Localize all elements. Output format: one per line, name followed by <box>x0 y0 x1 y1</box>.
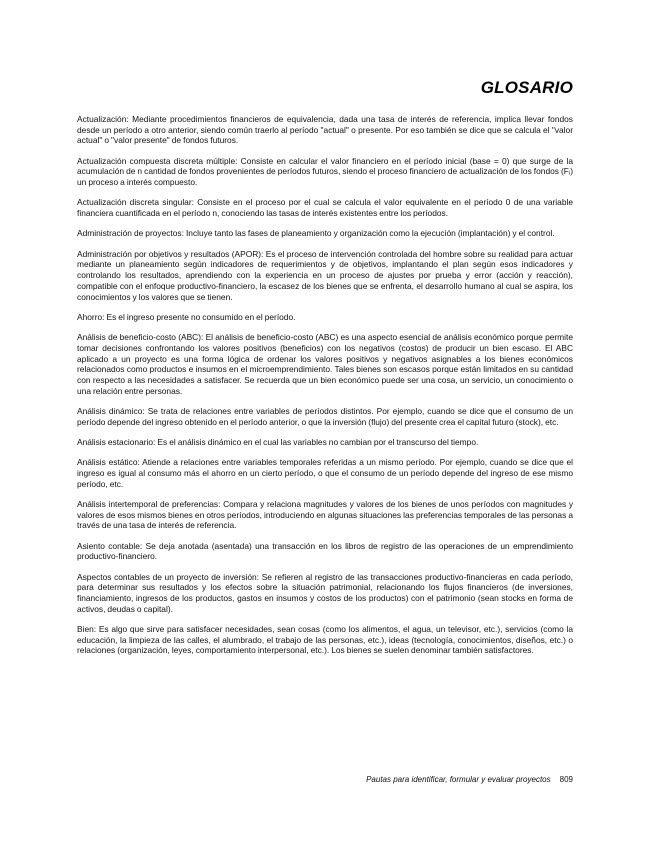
glossary-term: Actualización: <box>77 114 129 124</box>
glossary-term: Actualización compuesta discreta múltiple: <box>77 155 238 166</box>
page-footer <box>366 775 573 784</box>
glossary-entry <box>77 437 573 448</box>
glossary-definition: Compara y relaciona magnitudes y valores de los bienes de unos períodos con magnitudes y valores de esos mismos bienes en otros períodos, introduciendo en algunas situaciones las preferencias temporales de las personas a través de una tasa de interés de referencia. <box>77 498 574 531</box>
glossary-definition: Es el análisis dinámico en el cual las variables no cambian por el transcurso del tiempo. <box>157 436 479 447</box>
page-number: 809 <box>559 775 573 784</box>
glossary-entry <box>77 312 573 323</box>
glossary-definition: Se deja anotada (asentada) una transacción en los libros de registro de las operaciones de un emprendimiento productivo-financiero. <box>77 540 573 562</box>
glossary-term: Administración por objetivos y resultados (APOR): <box>77 248 264 259</box>
footer-book-title: Pautas para identificar, formular y evaluar proyectos <box>366 775 551 784</box>
glossary-definition: Mediante procedimientos financieros de equivalencia, dada una tasa de interés de referencia, implica llevar fondos desde un período a otro anterior, siendo común traerlo al período "actual" o presente. Por eso también se dice que se calcula el "valor actual" o "valor presente" de fondos futuros. <box>77 114 573 146</box>
glossary-term: Análisis estacionario: <box>77 436 156 447</box>
glossary-entry <box>77 332 573 396</box>
glossary-definition: Consiste en calcular el valor financiero en el período inicial (base = 0) que surge de la acumulación de n cantidad de fondos provenientes de períodos futuros, siendo el proceso financiero de actualización de los fondos (Fᵢ) un proceso a interés compuesto. <box>77 155 573 188</box>
glossary-entry <box>77 624 573 656</box>
glossary-entry <box>77 197 573 218</box>
page-title: GLOSARIO <box>480 78 573 97</box>
glossary-entry <box>77 499 573 531</box>
glossary-definition: Es el proceso de intervención controlada del hombre sobre su realidad para actuar mediante un planeamiento según indicadores de requerimientos y de objetivos, implantando el plan según esos indicadores y controlando los resultados, aprendiendo con la experiencia en un proceso de ajustes por prueba y error (acción y reacción), compatible con el enfoque productivo-financiero, la escasez de los bienes que se enfrenta, el desarrollo humano al cual se aspira, los conocimientos y los valores que se tienen. <box>77 248 574 302</box>
glossary-term: Bien: <box>77 624 97 635</box>
glossary-definition: Incluye tanto las fases de planeamiento y organización como la ejecución (implantación) y el control. <box>185 228 555 239</box>
glossary-entry <box>77 457 573 489</box>
glossary-entry <box>77 541 573 562</box>
glossary-entry <box>77 156 573 188</box>
glossary-term: Administración de proyectos: <box>77 228 184 239</box>
glossary-term: Análisis dinámico: <box>77 405 145 416</box>
glossary-definition: Se trata de relaciones entre variables de períodos distintos. Por ejemplo, cuando se dice que el consumo de un período depende del ingreso obtenido en el período anterior, o que la inversión (flujo) del presente crea el capital futuro (stock), etc. <box>77 405 574 427</box>
glossary-term: Ahorro: <box>77 311 105 322</box>
glossary-definition: Consiste en el proceso por el cual se calcula el valor equivalente en el período 0 de una variable financiera cuantificada en el período n, conociendo las tasas de interés existentes entre los períodos. <box>77 197 573 219</box>
glossary-term: Análisis estático: <box>77 457 140 468</box>
glossary-term: Asiento contable: <box>77 540 143 551</box>
glossary-list <box>77 114 573 666</box>
glossary-definition: Es el ingreso presente no consumido en el período. <box>106 311 296 322</box>
glossary-entry <box>77 406 573 427</box>
glossary-entry <box>77 114 573 146</box>
glossary-definition: El análisis de beneficio-costo (ABC) es una aspecto esencial de análisis económico porque permite tomar decisiones confrontando los valores positivos (beneficios) con los negativos (costos) de producir un bien escaso. El ABC aplicado a un proyecto es una forma lógica de ordenar los valores positivos y negativos asignables a los bienes económicos relacionados como productos e insumos en el microemprendimiento. Tales bienes son escasos porque están limitados en su cantidad con respecto a las necesidades a satisfacer. Se recuerda que un bien económico puede ser una cosa, un servicio, un conocimiento o una relación entre personas. <box>77 332 573 396</box>
glossary-term: Actualización discreta singular: <box>77 197 194 208</box>
glossary-entry <box>77 228 573 239</box>
glossary-term: Análisis de beneficio-costo (ABC): <box>77 332 204 343</box>
glossary-entry <box>77 249 573 303</box>
glossary-definition: Es algo que sirve para satisfacer necesidades, sean cosas (como los alimentos, el agua, un televisor, etc.), servicios (como la educación, la limpieza de las calles, el alumbrado, el trabajo de las personas, etc.), ideas (tecnología, conocimientos, diseños, etc.) o relaciones (organización, leyes, comportamiento interpersonal, etc.). Los bienes se suelen denominar también satisfactores. <box>77 624 573 656</box>
glossary-definition: Atiende a relaciones entre variables temporales referidas a un mismo período. Por ejemplo, cuando se dice que el ingreso es igual al consumo más el ahorro en un cierto período, o que el consumo de un período depende del ingreso de ese mismo período, etc. <box>77 457 573 489</box>
glossary-term: Análisis intertemporal de preferencias: <box>77 498 221 509</box>
glossary-definition: Se refieren al registro de las transacciones productivo-financieras en cada período, para determinar sus resultados y los efectos sobre la situación patrimonial, relacionando los flujos financieros (de inversiones, financiamiento, ingresos de los productos, gastos en insumos y costos de los productos) con el patrimonio (sean stocks en forma de activos, deudas o capital). <box>77 571 573 614</box>
glossary-term: Aspectos contables de un proyecto de inversión: <box>77 571 260 582</box>
glossary-entry <box>77 572 573 615</box>
